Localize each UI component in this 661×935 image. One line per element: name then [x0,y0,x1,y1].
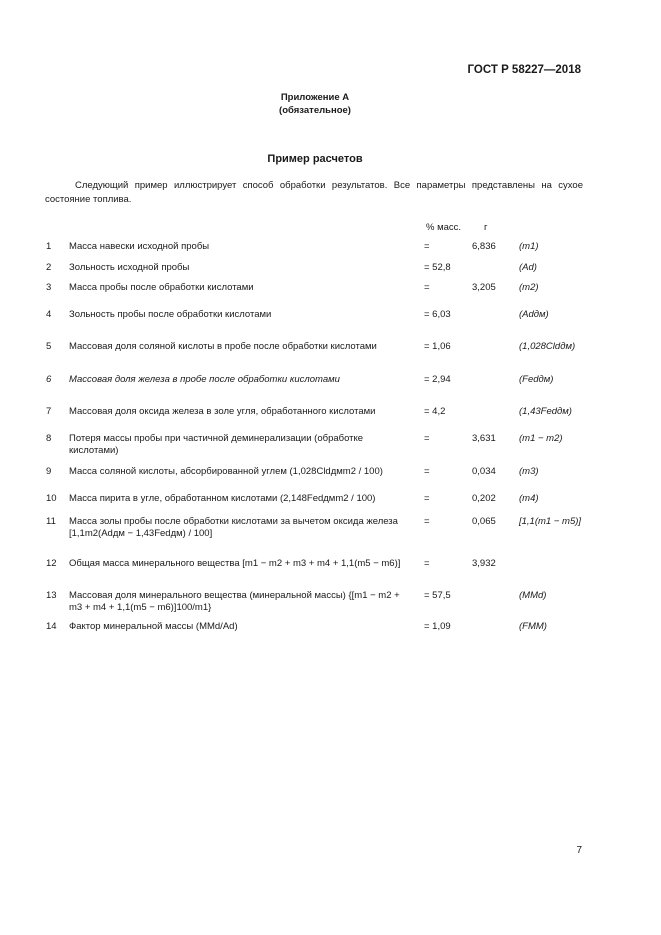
row-description: Масса соляной кислоты, абсорбированной углем (1,028Cldдмm2 / 100) [69,466,383,477]
row-number: 11 [46,516,56,527]
intro-paragraph: Следующий пример иллюстрирует способ обработки результатов. Все параметры представлены на сухое состояние топлива. [45,180,583,205]
row-number: 12 [46,558,57,569]
row-symbol: (m4) [519,493,539,504]
row-number: 1 [46,241,52,252]
row-percent-value: = 1,06 [424,341,451,352]
row-number: 2 [46,262,52,273]
row-percent-value: = [424,558,430,569]
row-percent-value: = 57,5 [424,590,451,601]
standard-code: ГОСТ Р 58227—2018 [467,64,581,76]
row-number: 13 [46,590,57,601]
row-description: Зольность исходной пробы [69,262,190,273]
row-symbol: (Ad) [519,262,537,273]
section-title: Пример расчетов [267,153,363,165]
row-description: Массовая доля минерального вещества (минеральной массы) {[m1 − m2 + m3 + m4 + 1,1(m5 − m6)]100/m1} [69,590,400,613]
row-symbol: (Adдм) [519,309,549,320]
row-number: 5 [46,341,52,352]
row-number: 14 [46,621,57,632]
row-number: 3 [46,282,52,293]
row-symbol: (m2) [519,282,539,293]
row-grams-value: 0,034 [472,466,496,477]
row-number: 7 [46,406,52,417]
row-description: Масса пирита в угле, обработанном кислотами (2,148Fedдмm2 / 100) [69,493,376,504]
row-percent-value: = [424,493,430,504]
row-description: Массовая доля железа в пробе после обработки кислотами [69,374,340,385]
row-percent-value: = 6,03 [424,309,451,320]
page-number: 7 [576,845,582,856]
row-description: Потеря массы пробы при частичной деминерализации (обработке кислотами) [69,433,364,456]
row-number: 4 [46,309,52,320]
row-percent-value: = 2,94 [424,374,451,385]
row-number: 10 [46,493,57,504]
row-description: Масса навески исходной пробы [69,241,210,252]
row-description: Массовая доля оксида железа в золе угля, обработанного кислотами [69,406,376,417]
row-symbol: (m1) [519,241,539,252]
row-symbol: (FMM) [519,621,547,632]
row-percent-value: = 52,8 [424,262,451,273]
column-header-percent: % масс. [426,222,462,233]
row-grams-value: 3,205 [472,282,496,293]
row-percent-value: = [424,466,430,477]
appendix-title: Приложение А [280,92,350,103]
row-percent-value: = [424,433,430,444]
row-grams-value: 3,932 [472,558,496,569]
row-description: Масса пробы после обработки кислотами [69,282,254,293]
appendix-status: (обязательное) [279,105,351,116]
row-symbol: (m3) [519,466,539,477]
row-percent-value: = 4,2 [424,406,446,417]
row-percent-value: = 1,09 [424,621,451,632]
row-percent-value: = [424,516,430,527]
row-symbol: (m1 − m2) [519,433,563,444]
column-header-grams: г [484,222,488,233]
row-description: Масса золы пробы после обработки кислотами за вычетом оксида железа [1,1m2(Adдм − 1,43Fedдм) / 100] [69,516,398,539]
row-description: Зольность пробы после обработки кислотами [69,309,272,320]
row-grams-value: 0,065 [472,516,496,527]
row-grams-value: 0,202 [472,493,496,504]
row-number: 8 [46,433,52,444]
row-percent-value: = [424,241,430,252]
row-number: 9 [46,466,52,477]
row-description: Массовая доля соляной кислоты в пробе после обработки кислотами [69,341,377,352]
row-number: 6 [46,374,52,385]
row-symbol: (1,028Cldдм) [519,341,576,352]
row-symbol: (Fedдм) [519,374,554,385]
row-grams-value: 6,836 [472,241,496,252]
row-description: Фактор минеральной массы (MMd/Ad) [69,621,238,632]
row-description: Общая масса минерального вещества [m1 − m2 + m3 + m4 + 1,1(m5 − m6)] [69,558,401,569]
row-grams-value: 3,631 [472,433,496,444]
row-symbol: (1,43Fedдм) [519,406,572,417]
row-percent-value: = [424,282,430,293]
row-symbol: [1,1(m1 − m5)] [519,516,582,527]
row-symbol: (MMd) [519,590,547,601]
